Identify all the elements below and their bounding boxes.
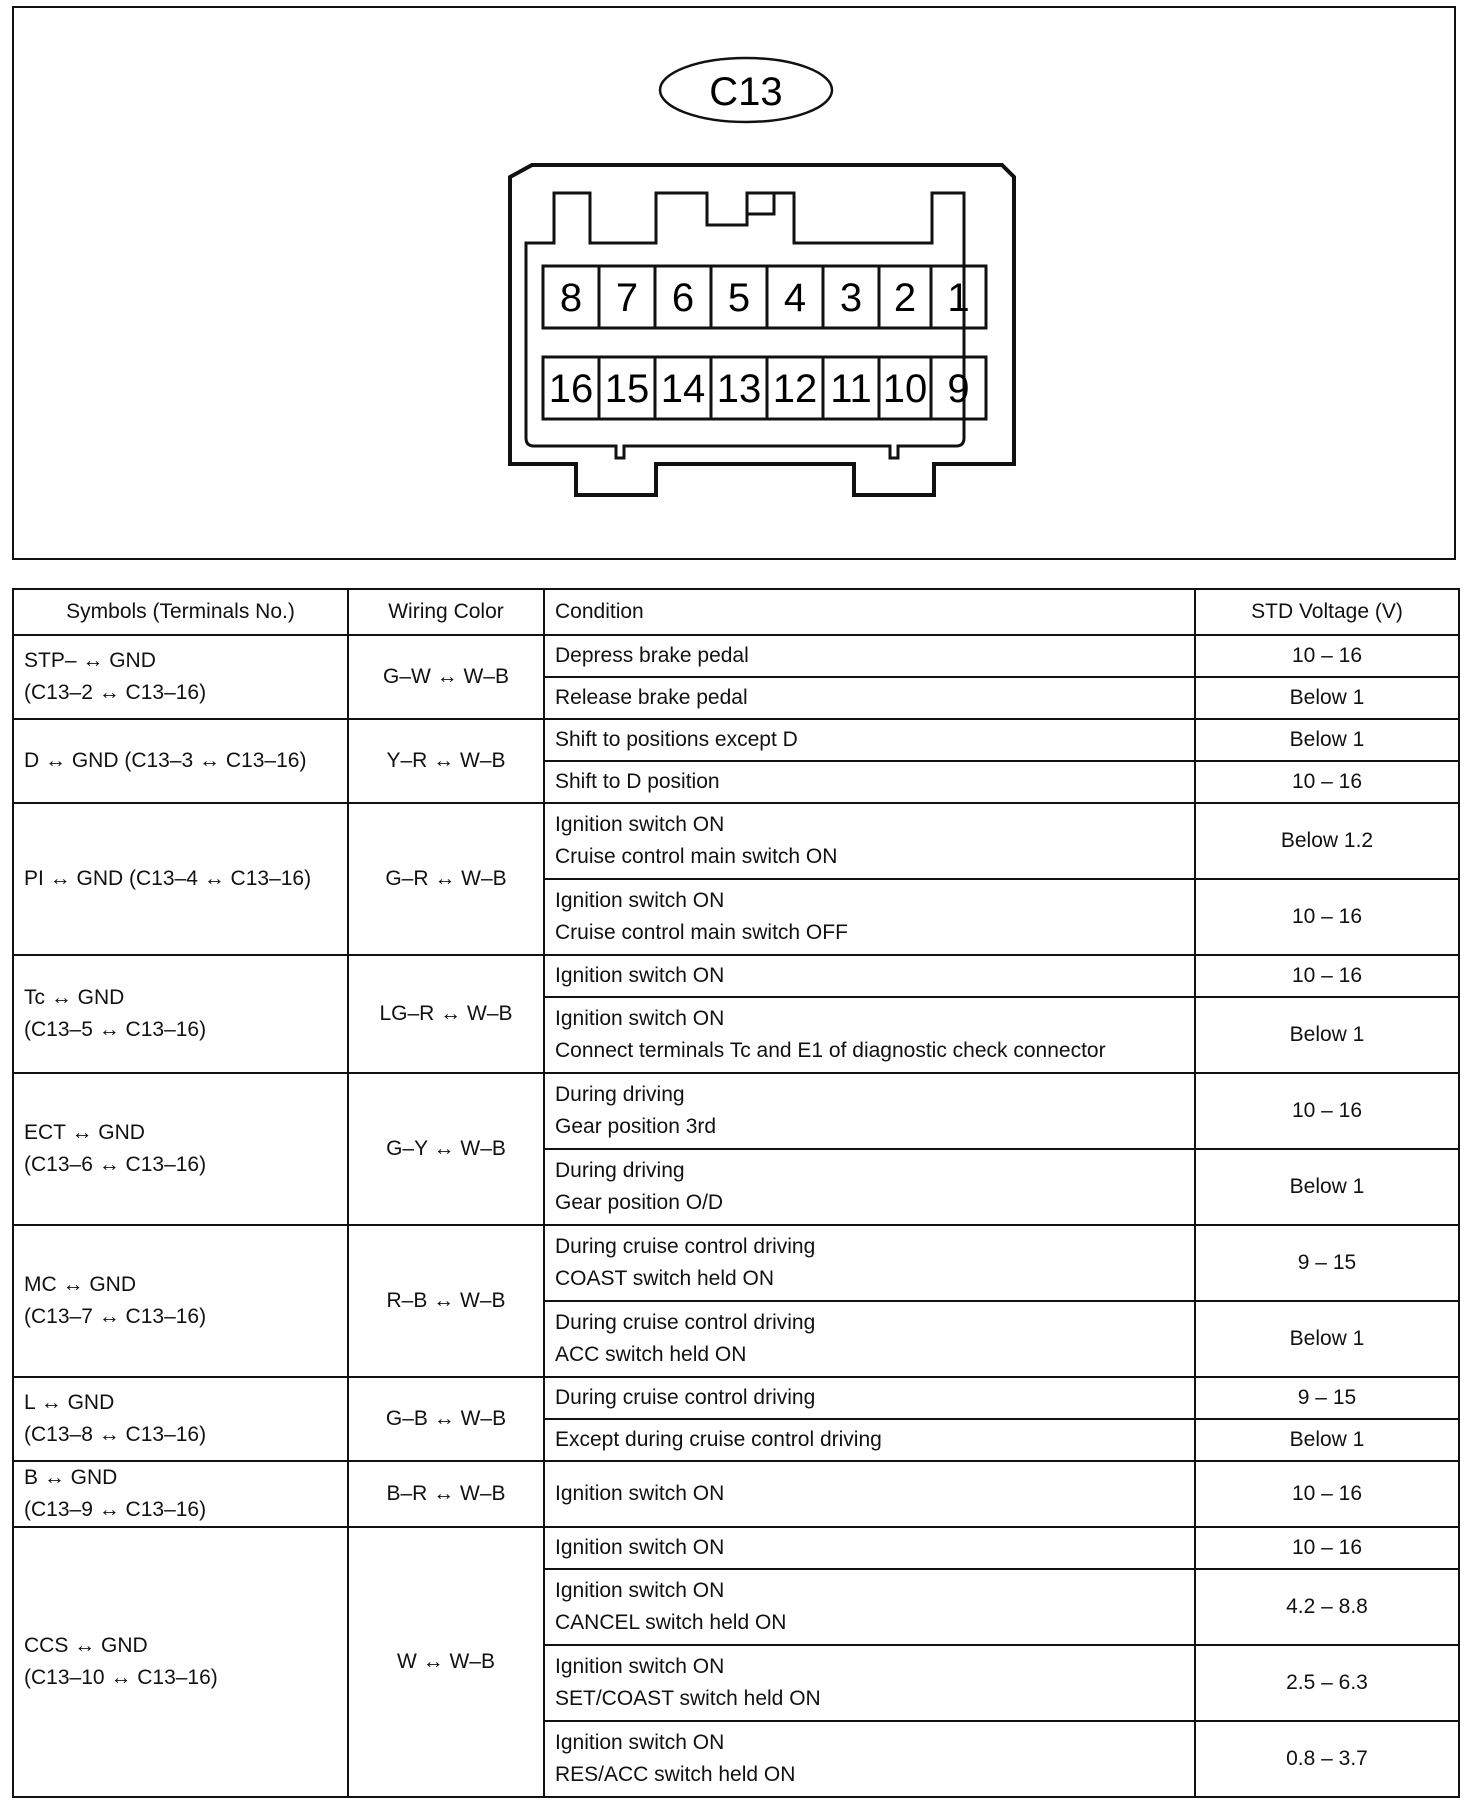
symbol-text: (C13–7 ↔ C13–16) [24,1305,207,1328]
connector-pin-1: 1 [947,276,970,320]
std-voltage-cell: Below 1 [1195,997,1459,1073]
condition-text: SET/COAST switch held ON [555,1687,821,1710]
condition-cell [544,1149,1195,1225]
condition-text: ACC switch held ON [555,1343,747,1366]
condition-cell [544,761,1195,803]
connector-key-tab [747,193,774,214]
connector-pin-8: 8 [559,276,583,320]
connector-diagram [14,8,1458,562]
condition-cell [544,1721,1195,1797]
connector-pin-2: 2 [893,276,917,320]
condition-cell [544,955,1195,997]
header-condition: Condition [544,589,1195,635]
std-voltage-cell: 9 – 15 [1195,1377,1459,1419]
wiring-color-cell: Y–R ↔ W–B [348,719,544,803]
std-voltage-cell: 10 – 16 [1195,1527,1459,1569]
header-wiring-color: Wiring Color [348,589,544,635]
connector-pin-13: 13 [716,367,762,411]
symbol-text: D ↔ GND (C13–3 ↔ C13–16) [24,749,307,772]
condition-text: RES/ACC switch held ON [555,1763,796,1786]
condition-cell [544,879,1195,955]
condition-text: Depress brake pedal [555,644,749,667]
connector-pin-10: 10 [882,367,928,411]
wiring-color-cell: G–B ↔ W–B [348,1377,544,1461]
wiring-color-cell: G–Y ↔ W–B [348,1073,544,1225]
condition-cell [544,1377,1195,1419]
condition-cell [544,677,1195,719]
condition-text: Ignition switch ON [555,1731,725,1754]
std-voltage-cell: 4.2 – 8.8 [1195,1569,1459,1645]
std-voltage-cell: 2.5 – 6.3 [1195,1645,1459,1721]
symbol-text: (C13–2 ↔ C13–16) [24,681,207,704]
symbol-text: MC ↔ GND [24,1273,136,1296]
condition-text: Ignition switch ON [555,889,725,912]
symbol-cell [13,1461,348,1527]
symbol-text: ECT ↔ GND [24,1121,145,1144]
wiring-color-cell: LG–R ↔ W–B [348,955,544,1073]
condition-text: During cruise control driving [555,1386,816,1409]
connector-pin-9: 9 [947,367,970,411]
symbol-cell [13,1073,348,1225]
condition-text: During cruise control driving [555,1311,816,1334]
table-row [13,955,1459,997]
wiring-color-cell: W ↔ W–B [348,1527,544,1797]
condition-cell [544,635,1195,677]
connector-pin-3: 3 [839,276,863,320]
condition-text: COAST switch held ON [555,1267,775,1290]
symbol-text: (C13–6 ↔ C13–16) [24,1153,207,1176]
connector-pin-11: 11 [830,367,872,411]
std-voltage-cell: 10 – 16 [1195,635,1459,677]
symbol-text: CCS ↔ GND [24,1634,148,1657]
condition-cell [544,803,1195,879]
symbol-text: B ↔ GND [24,1466,118,1489]
condition-text: CANCEL switch held ON [555,1611,787,1634]
condition-text: Ignition switch ON [555,1482,725,1505]
condition-text: Release brake pedal [555,686,748,709]
symbol-text: L ↔ GND [24,1391,115,1414]
condition-text: During driving [555,1083,685,1106]
condition-cell [544,1645,1195,1721]
condition-cell [544,1225,1195,1301]
std-voltage-cell: 10 – 16 [1195,1073,1459,1149]
condition-text: Ignition switch ON [555,964,725,987]
table-row [13,803,1459,879]
condition-text: Shift to positions except D [555,728,798,751]
symbol-text: Tc ↔ GND [24,986,125,1009]
condition-text: Ignition switch ON [555,1536,725,1559]
connector-pin-7: 7 [615,276,639,320]
std-voltage-cell: 10 – 16 [1195,955,1459,997]
table-row [13,1073,1459,1149]
std-voltage-cell: 10 – 16 [1195,879,1459,955]
condition-text: Gear position O/D [555,1191,724,1214]
connector-pin-6: 6 [671,276,695,320]
condition-text: During cruise control driving [555,1235,816,1258]
condition-text: Gear position 3rd [555,1115,717,1138]
table-row [13,1527,1459,1569]
symbol-cell [13,1527,348,1797]
std-voltage-cell: 10 – 16 [1195,1461,1459,1527]
condition-text: Shift to D position [555,770,720,793]
condition-cell [544,1073,1195,1149]
condition-cell [544,997,1195,1073]
table-row [13,1377,1459,1419]
symbol-cell [13,955,348,1073]
table-header-row [13,589,1459,635]
symbol-text: (C13–5 ↔ C13–16) [24,1018,207,1041]
std-voltage-cell: Below 1 [1195,677,1459,719]
std-voltage-cell: 10 – 16 [1195,761,1459,803]
connector-label: C13 [709,70,783,114]
condition-text: During driving [555,1159,685,1182]
symbol-text: (C13–9 ↔ C13–16) [24,1498,207,1521]
condition-text: Ignition switch ON [555,1655,725,1678]
symbol-text: STP– ↔ GND [24,649,156,672]
header-symbols: Symbols (Terminals No.) [13,589,348,635]
terminal-spec-table [12,588,1460,1798]
std-voltage-cell: Below 1.2 [1195,803,1459,879]
symbol-text: (C13–8 ↔ C13–16) [24,1423,207,1446]
std-voltage-cell: 0.8 – 3.7 [1195,1721,1459,1797]
connector-pin-4: 4 [783,276,807,320]
condition-text: Connect terminals Tc and E1 of diagnostic check connector [555,1039,1106,1062]
condition-text: Except during cruise control driving [555,1428,882,1451]
symbol-cell [13,719,348,803]
wiring-color-cell: R–B ↔ W–B [348,1225,544,1377]
wiring-color-cell: B–R ↔ W–B [348,1461,544,1527]
condition-text: Cruise control main switch ON [555,845,838,868]
connector-diagram-panel [12,6,1456,560]
symbol-text: PI ↔ GND (C13–4 ↔ C13–16) [24,867,312,890]
condition-cell [544,1527,1195,1569]
symbol-text: (C13–10 ↔ C13–16) [24,1666,218,1689]
symbol-cell [13,635,348,719]
std-voltage-cell: Below 1 [1195,1149,1459,1225]
symbol-cell [13,803,348,955]
connector-pin-5: 5 [727,276,751,320]
top-pin-row [543,266,986,328]
condition-cell [544,1419,1195,1461]
symbol-cell [13,1225,348,1377]
std-voltage-cell: Below 1 [1195,719,1459,761]
connector-pin-15: 15 [604,367,650,411]
condition-text: Cruise control main switch OFF [555,921,848,944]
connector-pin-16: 16 [548,367,594,411]
condition-cell [544,719,1195,761]
header-std-voltage: STD Voltage (V) [1195,589,1459,635]
std-voltage-cell: Below 1 [1195,1419,1459,1461]
table-row [13,1225,1459,1301]
condition-text: Ignition switch ON [555,1579,725,1602]
symbol-cell [13,1377,348,1461]
condition-cell [544,1461,1195,1527]
condition-text: Ignition switch ON [555,1007,725,1030]
table-row [13,635,1459,677]
std-voltage-cell: 9 – 15 [1195,1225,1459,1301]
wiring-color-cell: G–W ↔ W–B [348,635,544,719]
connector-pin-12: 12 [772,367,818,411]
wiring-color-cell: G–R ↔ W–B [348,803,544,955]
table-row [13,719,1459,761]
connector-pin-14: 14 [660,367,706,411]
condition-text: Ignition switch ON [555,813,725,836]
condition-cell [544,1301,1195,1377]
condition-cell [544,1569,1195,1645]
std-voltage-cell: Below 1 [1195,1301,1459,1377]
table-row [13,1461,1459,1527]
